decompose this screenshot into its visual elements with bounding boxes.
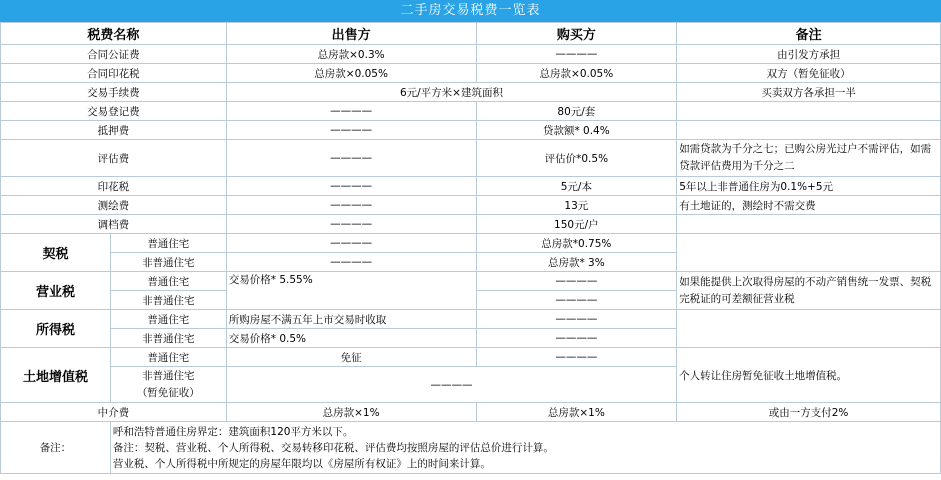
table-row [1,348,941,367]
table-row [1,64,941,83]
seller-cell: ———— [226,253,476,272]
header-seller: 出售方 [226,23,476,45]
buyer-cell: ———— [476,310,677,329]
seller-cell: ———— [226,140,476,177]
note-cell [677,215,941,234]
buyer-cell: 总房款* 3% [476,253,677,272]
sub-type-ordinary: 普通住宅 [110,348,226,367]
buyer-cell: ———— [476,329,677,348]
remarks-line: 备注：契税、营业税、个人所得税、交易转移印花税、评估费均按照房屋的评估总价进行计算。 [112,441,554,454]
fee-name-land-vat: 土地增值税 [1,348,111,403]
note-cell [677,102,941,121]
fee-name: 交易手续费 [1,83,227,102]
header-name: 税费名称 [1,23,227,45]
table-row [1,215,941,234]
tax-fee-table [0,22,941,474]
note-cell: 买卖双方各承担一半 [677,83,941,102]
table-row [1,45,941,64]
table-row [1,177,941,196]
seller-cell: ———— [226,215,476,234]
fee-name: 测绘费 [1,196,227,215]
table-row [1,310,941,329]
note-cell: 双方（暂免征收） [677,64,941,83]
table-row [1,196,941,215]
buyer-cell: 总房款×0.05% [476,64,677,83]
note-cell [677,310,941,348]
table-row [1,83,941,102]
note-cell: 或由一方支付2% [677,403,941,422]
buyer-cell: 总房款×1% [476,403,677,422]
seller-cell: 总房款×0.05% [226,64,476,83]
page-title: 二手房交易税费一览表 [0,0,941,22]
fee-name: 印花税 [1,177,227,196]
seller-cell: 交易价格* 0.5% [226,329,476,348]
remarks-line: 营业税、个人所得税中所规定的房屋年限均以《房屋所有权证》上的时间来计算。 [112,457,491,470]
table-row [1,140,941,177]
note-cell: 个人转让住房暂免征收土地增值税。 [677,348,941,403]
fee-name-income-tax: 所得税 [1,310,111,348]
sub-type-ordinary: 普通住宅 [110,310,226,329]
buyer-cell: ———— [476,348,677,367]
table-row [1,272,941,291]
buyer-cell: 5元/本 [476,177,677,196]
seller-cell: ———— [226,121,476,140]
header-buyer: 购买方 [476,23,677,45]
seller-cell: 总房款×0.3% [226,45,476,64]
seller-cell: 交易价格* 5.55% [226,272,476,310]
buyer-cell: 80元/套 [476,102,677,121]
sub-type-nonordinary: 非普通住宅 [110,291,226,310]
buyer-cell: 13元 [476,196,677,215]
sub-type-ordinary: 普通住宅 [110,272,226,291]
table-header-row [1,23,941,45]
sub-type-ordinary: 普通住宅 [110,234,226,253]
note-cell: 由引发方承担 [677,45,941,64]
buyer-cell: ———— [476,45,677,64]
note-cell: 如需贷款为千分之七；已购公房光过户不需评估，如需贷款评估费用为千分之二 [677,140,941,177]
sub-type-label: 非普通住宅 [142,369,195,382]
fee-name: 合同公证费 [1,45,227,64]
fee-name-deed-tax: 契税 [1,234,111,272]
shared-cell: ———— [226,367,676,403]
seller-cell: ———— [226,234,476,253]
buyer-cell: ———— [476,291,677,310]
sub-type-nonordinary [110,367,226,403]
buyer-cell: 总房款*0.75% [476,234,677,253]
remarks-line: 呼和浩特普通住房界定：建筑面积120平方米以下。 [112,425,354,438]
note-cell [677,234,941,272]
table-row [1,102,941,121]
header-note: 备注 [677,23,941,45]
sub-type-nonordinary: 非普通住宅 [110,253,226,272]
table-row [1,121,941,140]
table-row [1,403,941,422]
buyer-cell: 贷款额* 0.4% [476,121,677,140]
buyer-cell: ———— [476,272,677,291]
seller-cell: 总房款×1% [226,403,476,422]
table-row [1,234,941,253]
seller-cell: 免征 [226,348,476,367]
fee-name: 合同印花税 [1,64,227,83]
fee-name: 交易登记费 [1,102,227,121]
fee-name: 中介费 [1,403,227,422]
shared-cell: 6元/平方米×建筑面积 [226,83,676,102]
exempt-label: （暂免征收） [136,386,200,399]
remarks-row [1,422,941,474]
note-cell [677,121,941,140]
fee-name-business-tax: 营业税 [1,272,111,310]
remarks-text [110,422,940,474]
remarks-label: 备注： [1,422,111,474]
buyer-cell: 评估价*0.5% [476,140,677,177]
note-cell: 5年以上非普通住房为0.1%+5元 [677,177,941,196]
note-cell: 如果能提供上次取得房屋的不动产销售统一发票、契税完税证的可差额征营业税 [677,272,941,310]
seller-cell: ———— [226,196,476,215]
seller-cell: ———— [226,177,476,196]
fee-name: 调档费 [1,215,227,234]
note-cell: 有土地证的，测绘时不需交费 [677,196,941,215]
seller-cell: 所购房屋不满五年上市交易时收取 [226,310,476,329]
buyer-cell: 150元/户 [476,215,677,234]
seller-cell: ———— [226,102,476,121]
sub-type-nonordinary: 非普通住宅 [110,329,226,348]
fee-name: 抵押费 [1,121,227,140]
fee-name: 评估费 [1,140,227,177]
